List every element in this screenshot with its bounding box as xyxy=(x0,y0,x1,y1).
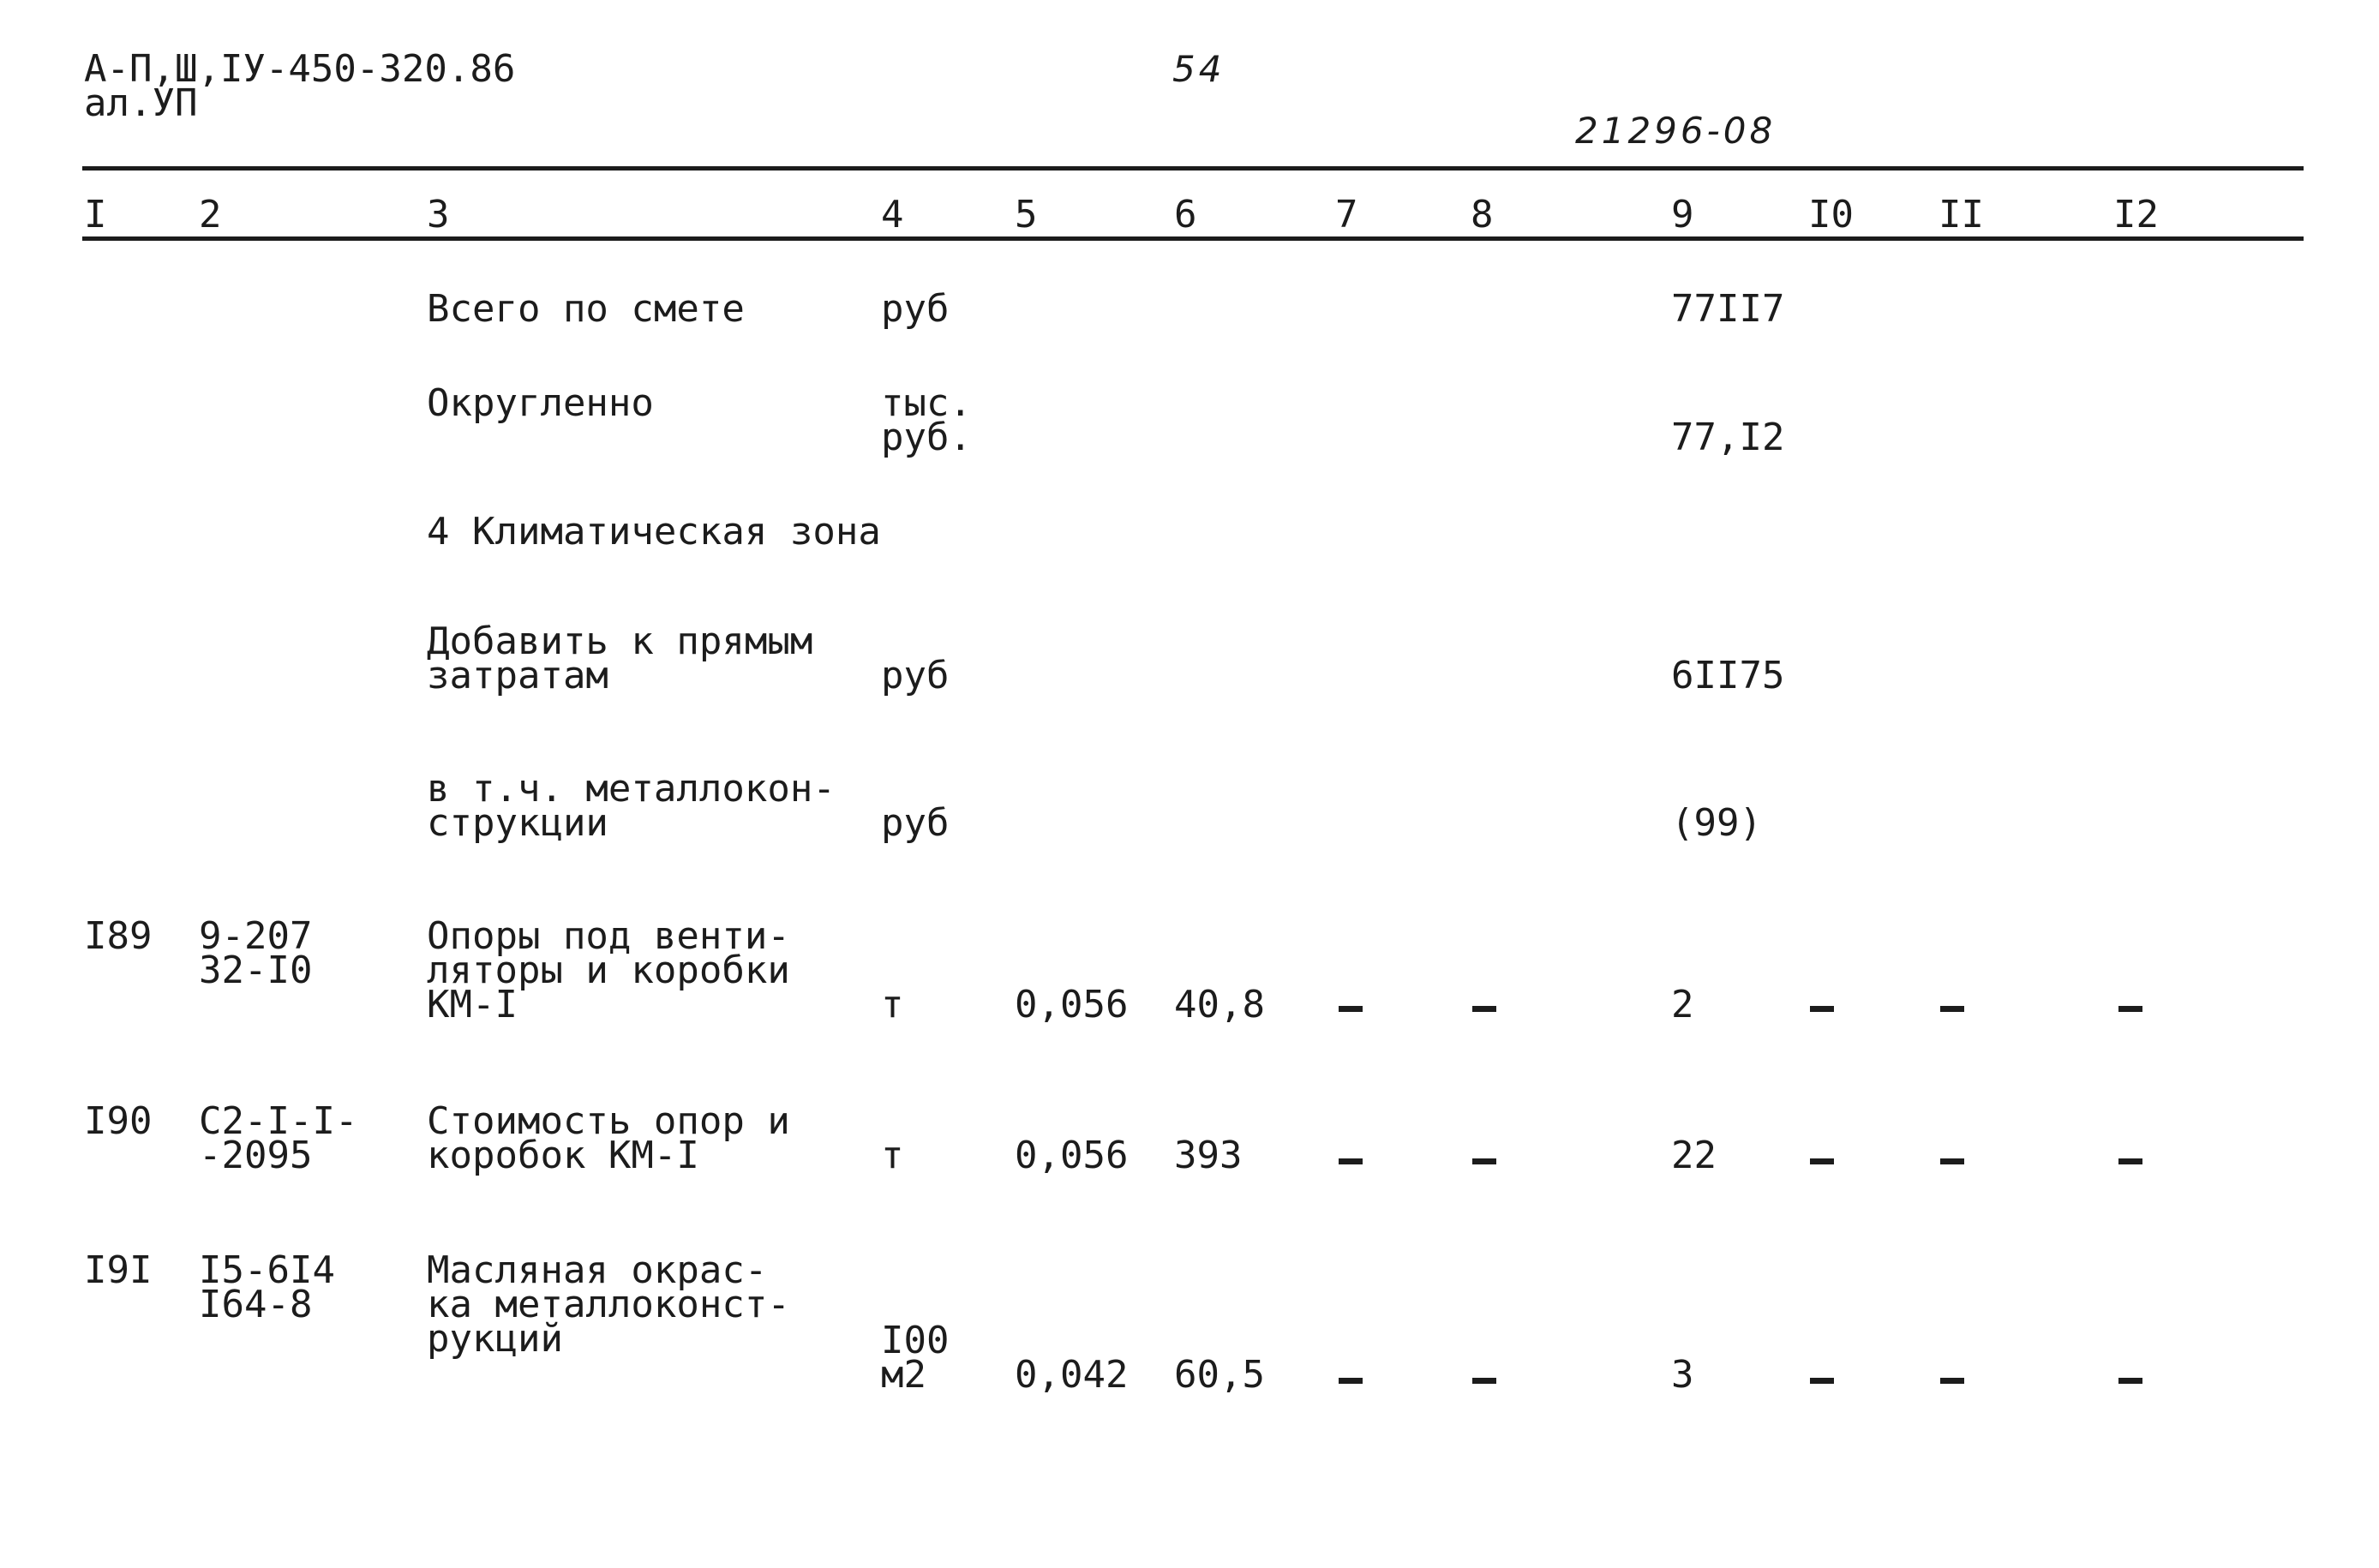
column-header: 4 xyxy=(881,193,904,236)
column-header: II xyxy=(1939,193,1984,236)
row-description: затратам xyxy=(427,654,608,697)
column-header: 6 xyxy=(1174,193,1197,236)
row-cost: (99) xyxy=(1671,801,1762,845)
row-description: коробок КМ-I xyxy=(427,1134,699,1177)
row-cost: 2 xyxy=(1671,983,1694,1026)
empty-cell-dash xyxy=(1940,1006,1964,1012)
row-description: Опоры под венти- xyxy=(427,914,790,958)
row-cost: 3 xyxy=(1671,1353,1694,1397)
row-unit-price: 393 xyxy=(1174,1134,1243,1177)
row-description: ка металлоконст- xyxy=(427,1283,790,1326)
document-number: 21296-08 xyxy=(1575,110,1777,152)
column-header: 5 xyxy=(1015,193,1038,236)
row-description: в т.ч. металлокон- xyxy=(427,767,836,811)
row-unit: тыс. xyxy=(881,381,972,425)
column-header: I xyxy=(84,193,107,236)
row-description: Всего по смете xyxy=(427,287,745,331)
row-code: 9-207 xyxy=(199,914,313,958)
page-number: 54 xyxy=(1172,48,1225,90)
column-header: 2 xyxy=(199,193,222,236)
empty-cell-dash xyxy=(2118,1158,2142,1164)
row-description: Стоимость опор и xyxy=(427,1099,790,1143)
row-unit: руб. xyxy=(881,416,972,459)
row-unit: I00 xyxy=(881,1319,950,1362)
column-header: I2 xyxy=(2113,193,2159,236)
row-code: I64-8 xyxy=(199,1283,313,1326)
section-heading: 4 Климатическая зона xyxy=(427,510,881,554)
column-header: 9 xyxy=(1671,193,1694,236)
empty-cell-dash xyxy=(1940,1158,1964,1164)
empty-cell-dash xyxy=(2118,1006,2142,1012)
row-quantity: 0,042 xyxy=(1015,1353,1129,1397)
row-unit-price: 60,5 xyxy=(1174,1353,1265,1397)
row-cost: 22 xyxy=(1671,1134,1717,1177)
row-quantity: 0,056 xyxy=(1015,1134,1129,1177)
row-number: I90 xyxy=(84,1099,153,1143)
row-cost: 6II75 xyxy=(1671,654,1785,697)
column-header: I0 xyxy=(1808,193,1854,236)
column-header: 3 xyxy=(427,193,450,236)
row-description: рукций xyxy=(427,1317,563,1361)
empty-cell-dash xyxy=(2118,1378,2142,1384)
empty-cell-dash xyxy=(1472,1158,1496,1164)
row-description: струкции xyxy=(427,801,608,845)
column-header: 7 xyxy=(1335,193,1358,236)
document-code: А-П,Ш,IУ-450-320.86 xyxy=(84,47,516,91)
empty-cell-dash xyxy=(1940,1378,1964,1384)
empty-cell-dash xyxy=(1472,1378,1496,1384)
row-description: Округленно xyxy=(427,381,654,425)
row-code: 32-I0 xyxy=(199,949,313,992)
row-unit: руб xyxy=(881,287,950,331)
row-description: Добавить к прямым xyxy=(427,619,813,663)
row-cost: 77II7 xyxy=(1671,287,1785,331)
row-number: I89 xyxy=(84,914,153,958)
row-cost: 77,I2 xyxy=(1671,416,1785,459)
album-label: ал.УП xyxy=(84,81,198,125)
row-description: ляторы и коробки xyxy=(427,949,790,992)
row-quantity: 0,056 xyxy=(1015,983,1129,1026)
row-code: С2-I-I- xyxy=(199,1099,358,1143)
header-bottom-rule xyxy=(82,236,2304,241)
empty-cell-dash xyxy=(1810,1006,1834,1012)
row-code: -2095 xyxy=(199,1134,313,1177)
row-unit-price: 40,8 xyxy=(1174,983,1265,1026)
row-description: Масляная окрас- xyxy=(427,1248,768,1292)
row-unit: руб xyxy=(881,654,950,697)
empty-cell-dash xyxy=(1810,1158,1834,1164)
empty-cell-dash xyxy=(1339,1378,1363,1384)
empty-cell-dash xyxy=(1339,1158,1363,1164)
empty-cell-dash xyxy=(1339,1006,1363,1012)
row-unit: руб xyxy=(881,801,950,845)
header-top-rule xyxy=(82,166,2304,171)
row-unit: т xyxy=(881,983,904,1026)
row-description: КМ-I xyxy=(427,983,518,1026)
row-unit: м2 xyxy=(881,1353,926,1397)
empty-cell-dash xyxy=(1810,1378,1834,1384)
empty-cell-dash xyxy=(1472,1006,1496,1012)
row-unit: т xyxy=(881,1134,904,1177)
row-number: I9I xyxy=(84,1248,153,1292)
column-header: 8 xyxy=(1471,193,1494,236)
row-code: I5-6I4 xyxy=(199,1248,335,1292)
